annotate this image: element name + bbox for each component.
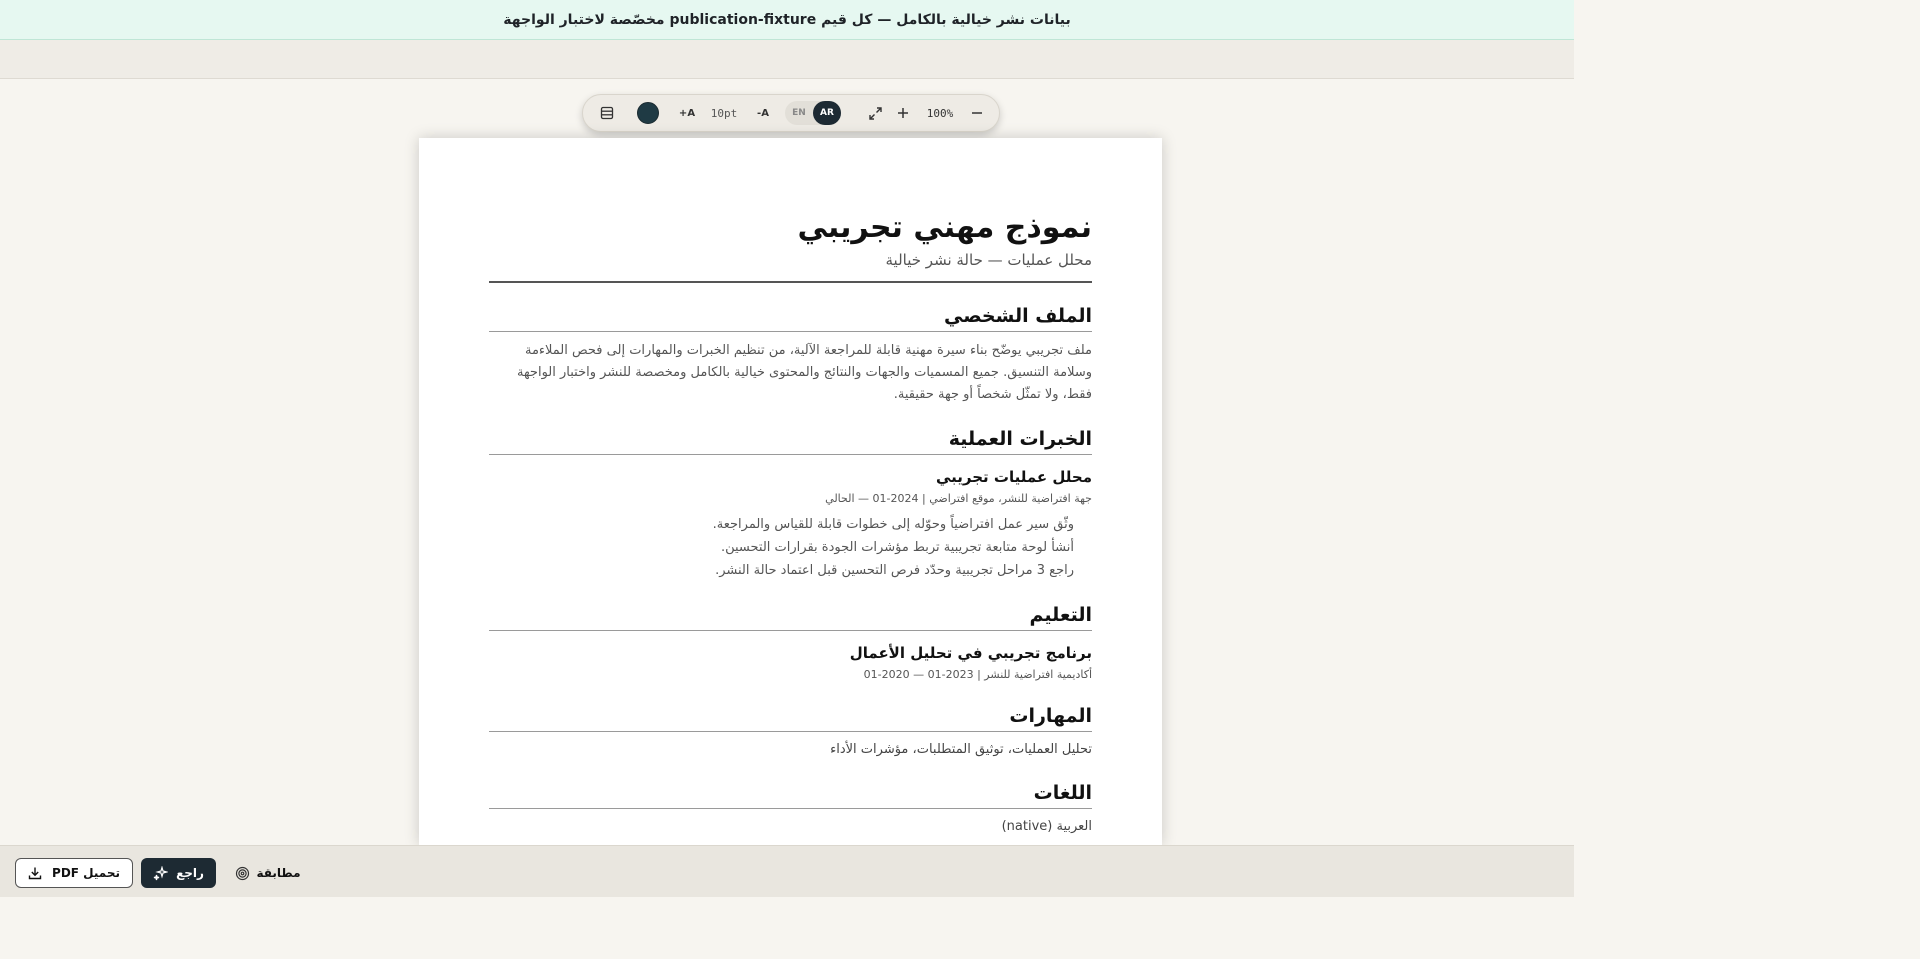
profile-text: ملف تجريبي يوضّح بناء سيرة مهنية قابلة للمراجعة الآلية، من تنظيم الخبرات والمهارات إلى فحص الملاءمة وسلامة التنسيق. جميع المسميات والجهات والنتائج والمحتوى خيالية بالكامل ومخصصة للنشر واختبار الواجهة فقط، ولا تمثّل شخصاً أو جهة حقيقية. [516,343,1092,402]
section-languages-title: اللغات [489,780,1092,809]
match-label: مطابقة [256,866,301,880]
minus-icon [971,107,983,119]
section-education-title: التعليم [489,602,1092,631]
layout-icon [600,106,614,120]
plus-icon [897,107,909,119]
zoom-value: 100% [926,106,954,120]
header-divider [489,281,1092,283]
fixture-banner-text: بيانات نشر خيالية بالكامل — كل قيم publication-fixture مخصّصة لاختبار الواجهة [503,11,1071,28]
lang-en-button[interactable]: EN [792,108,806,118]
section-profile-title: الملف الشخصي [489,303,1092,332]
job-meta: جهة افتراضية للنشر، موقع افتراضي | 2024-01 — الحالي [825,492,1092,505]
fullscreen-icon [869,107,882,120]
education-program: برنامج تجريبي في تحليل الأعمال [849,644,1092,662]
font-size-value: 10pt [710,106,738,120]
language-toggle [785,101,841,125]
review-button[interactable] [141,858,216,888]
zoom-out-button[interactable] [965,95,989,131]
section-skills-title: المهارات [489,703,1092,732]
section-experience-title: الخبرات العملية [489,426,1092,455]
resume-page [419,138,1162,845]
theme-color-swatch [637,102,659,124]
fixture-banner [0,0,1574,40]
list-item: راجع 3 مراحل تجريبية وحدّد فرص التحسين قبل اعتماد حالة النشر. [715,563,1074,578]
action-bar [0,845,1574,897]
skills-text: تحليل العمليات، توثيق المتطلبات، مؤشرات الأداء [830,742,1092,757]
fullscreen-button[interactable] [863,95,887,131]
decrease-font-label: A- [757,107,769,119]
download-icon [28,866,42,880]
theme-color-button[interactable] [633,95,663,131]
lang-ar-button[interactable]: AR [813,101,841,125]
languages-text: العربية (native) [1001,819,1092,834]
resume-role: محلل عمليات — حالة نشر خيالية [885,251,1092,269]
education-meta: أكاديمية افتراضية للنشر | 2023-01 — 2020-01 [863,668,1092,681]
review-label: راجع [176,866,204,880]
layout-button[interactable] [595,95,619,131]
download-pdf-label: تحميل PDF [52,866,120,880]
download-pdf-button[interactable] [15,858,133,888]
secondary-bar [0,40,1574,79]
match-button[interactable] [233,858,303,888]
sparkle-icon [153,866,168,881]
resume-content [489,208,1092,837]
target-icon [235,866,250,881]
decrease-font-button[interactable] [749,95,777,131]
list-item: وثّق سير عمل افتراضياً وحوّله إلى خطوات قابلة للقياس والمراجعة. [712,517,1074,532]
job-bullets [489,513,1092,582]
list-item: أنشأ لوحة متابعة تجريبية تربط مؤشرات الجودة بقرارات التحسين. [720,540,1074,555]
increase-font-label: A+ [678,107,696,119]
job-title: محلل عمليات تجريبي [935,468,1092,486]
increase-font-button[interactable] [673,95,701,131]
preview-toolbar [582,94,1000,132]
zoom-in-button[interactable] [891,95,915,131]
resume-name: نموذج مهني تجريبي [797,210,1092,245]
